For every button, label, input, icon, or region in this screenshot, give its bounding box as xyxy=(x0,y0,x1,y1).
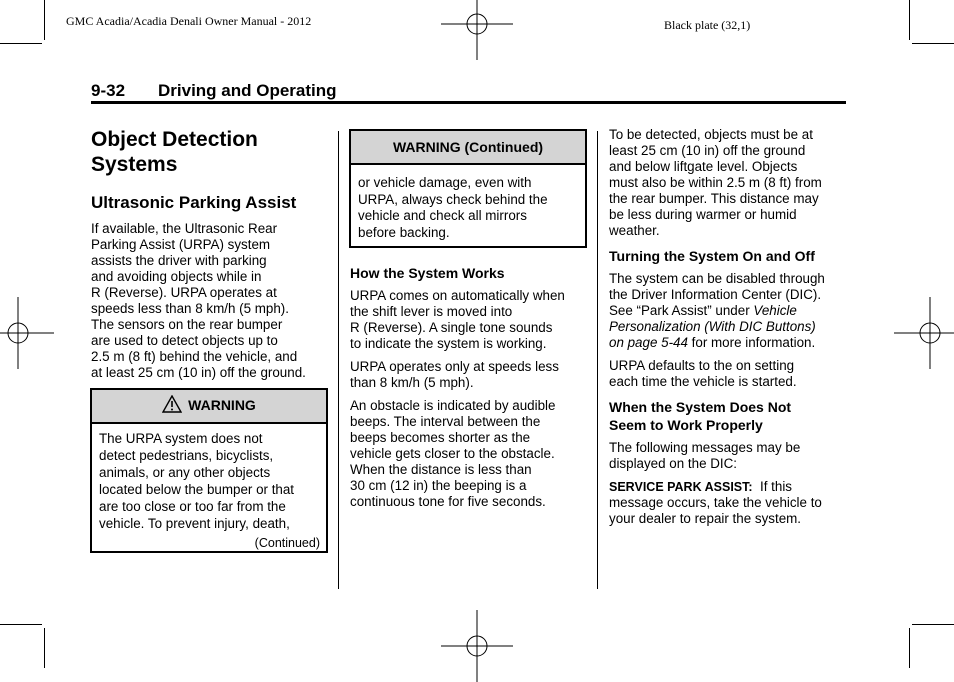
cross-reference-link[interactable]: Personalization (With DIC Buttons) xyxy=(609,319,816,334)
header-rule xyxy=(91,101,846,104)
text-line: Parking Assist (URPA) system xyxy=(91,237,271,252)
text-line: than 8 km/h (5 mph). xyxy=(350,375,474,390)
text-line: the Driver Information Center (DIC). xyxy=(609,287,822,302)
text-line: URPA, always check behind the xyxy=(358,191,548,207)
text-line: your dealer to repair the system. xyxy=(609,511,802,526)
text-line: vehicle and check all mirrors xyxy=(358,208,527,223)
paragraph xyxy=(350,288,590,352)
text-line: vehicle. To prevent injury, death, xyxy=(99,516,290,531)
text-line xyxy=(609,479,854,495)
title-line: Systems xyxy=(91,153,178,176)
warning-heading xyxy=(92,390,326,424)
column-divider xyxy=(597,131,598,589)
manual-title: GMC Acadia/Acadia Denali Owner Manual - 2012 xyxy=(66,14,312,28)
text-line: displayed on the DIC: xyxy=(609,456,738,471)
warning-label: WARNING xyxy=(188,397,256,413)
text-line: vehicle gets closer to the obstacle. xyxy=(350,446,555,461)
crop-mark xyxy=(909,628,910,668)
paragraph xyxy=(609,127,854,239)
text-line: the rear bumper. This distance may xyxy=(609,191,819,206)
text-line: An obstacle is indicated by audible xyxy=(350,398,556,413)
registration-mark-icon xyxy=(894,297,954,369)
plate-label: Black plate (32,1) xyxy=(664,18,751,32)
text-line: assists the driver with parking xyxy=(91,253,267,268)
text-line: continuous tone for five seconds. xyxy=(350,494,546,509)
text-line: URPA operates only at speeds less xyxy=(350,359,559,374)
paragraph xyxy=(609,440,854,472)
page-reference-link[interactable]: on page 5-44 xyxy=(609,335,688,350)
continued-label: (Continued) xyxy=(254,536,320,550)
text-line: must also be within 2.5 m (8 ft) from xyxy=(609,175,822,190)
warning-continued-box xyxy=(349,129,587,248)
column-2 xyxy=(350,264,590,510)
warning-box xyxy=(90,388,328,553)
text-line xyxy=(609,303,854,319)
text-line xyxy=(609,335,854,351)
text-line: least 25 cm (10 in) off the ground xyxy=(609,143,806,158)
heading-line: Seem to Work Properly xyxy=(609,417,763,433)
text-line: The sensors on the rear bumper xyxy=(91,317,283,332)
text-line: be less during warmer or humid xyxy=(609,207,797,222)
not-working-heading xyxy=(609,398,854,434)
text-line: URPA comes on automatically when xyxy=(350,288,565,303)
text-line: animals, or any other objects xyxy=(99,465,271,480)
text-line: The following messages may be xyxy=(609,440,801,455)
text-line: If available, the Ultrasonic Rear xyxy=(91,221,278,236)
page-title xyxy=(91,127,331,177)
crop-mark xyxy=(44,628,45,668)
paragraph xyxy=(609,479,854,527)
crop-mark xyxy=(912,624,954,625)
warning-continued-text xyxy=(351,165,585,241)
text-line: and avoiding objects while in xyxy=(91,269,262,284)
text-segment: for more information. xyxy=(687,335,816,350)
text-line: 2.5 m (8 ft) behind the vehicle, and xyxy=(91,349,298,364)
text-line: located below the bumper or that xyxy=(99,482,295,497)
intro-paragraph xyxy=(91,221,331,381)
text-line: are too close or too far from the xyxy=(99,499,286,514)
crop-mark xyxy=(44,0,45,40)
text-line: The URPA system does not xyxy=(99,431,263,446)
text-segment: See “Park Assist” under xyxy=(609,303,754,318)
paragraph xyxy=(609,271,854,351)
crop-mark xyxy=(0,624,42,625)
how-heading: How the System Works xyxy=(350,265,505,281)
paragraph xyxy=(350,398,590,510)
warning-triangle-icon xyxy=(162,395,182,413)
text-line: R (Reverse). URPA operates at xyxy=(91,285,277,300)
registration-mark-icon xyxy=(441,610,513,682)
registration-mark-icon xyxy=(441,0,513,60)
turning-heading: Turning the System On and Off xyxy=(609,248,815,264)
page-number: 9-32 xyxy=(91,81,126,100)
text-line: at least 25 cm (10 in) off the ground. xyxy=(91,365,306,380)
column-1 xyxy=(91,127,331,381)
text-line: 30 cm (12 in) the beeping is a xyxy=(350,478,527,493)
text-line: are used to detect objects up to xyxy=(91,333,278,348)
text-line: weather. xyxy=(609,223,660,238)
text-line: the shift lever is moved into xyxy=(350,304,513,319)
text-line: each time the vehicle is started. xyxy=(609,374,797,389)
warning-continued-heading: WARNING (Continued) xyxy=(351,131,585,165)
paragraph xyxy=(350,359,590,391)
text-segment: If this xyxy=(752,479,793,494)
text-line: The system can be disabled through xyxy=(609,271,825,286)
section-title: Driving and Operating xyxy=(158,81,337,100)
heading-line: When the System Does Not xyxy=(609,399,792,415)
section-subtitle: Ultrasonic Parking Assist xyxy=(91,193,297,212)
text-line: to indicate the system is working. xyxy=(350,336,547,351)
text-line: URPA defaults to the on setting xyxy=(609,358,795,373)
crop-mark xyxy=(909,0,910,40)
text-line: speeds less than 8 km/h (5 mph). xyxy=(91,301,289,316)
text-line: R (Reverse). A single tone sounds xyxy=(350,320,553,335)
text-line: or vehicle damage, even with xyxy=(358,175,532,190)
text-line: beeps becomes shorter as the xyxy=(350,430,531,445)
crop-mark xyxy=(0,43,42,44)
text-line: To be detected, objects must be at xyxy=(609,127,813,142)
text-line: message occurs, take the vehicle to xyxy=(609,495,822,510)
column-3 xyxy=(609,127,854,527)
paragraph xyxy=(609,358,854,390)
text-line: detect pedestrians, bicyclists, xyxy=(99,448,274,463)
text-line: before backing. xyxy=(358,224,450,240)
registration-mark-icon xyxy=(0,297,54,369)
text-line xyxy=(609,319,854,335)
warning-text xyxy=(92,424,326,552)
dic-message-label: SERVICE PARK ASSIST: xyxy=(609,480,753,494)
text-line: and below liftgate level. Objects xyxy=(609,159,798,174)
text-line: beeps. The interval between the xyxy=(350,414,541,429)
text-line: When the distance is less than xyxy=(350,462,532,477)
column-divider xyxy=(338,131,339,589)
cross-reference-link[interactable]: Vehicle xyxy=(753,303,797,318)
crop-mark xyxy=(912,43,954,44)
title-line: Object Detection xyxy=(91,128,258,151)
